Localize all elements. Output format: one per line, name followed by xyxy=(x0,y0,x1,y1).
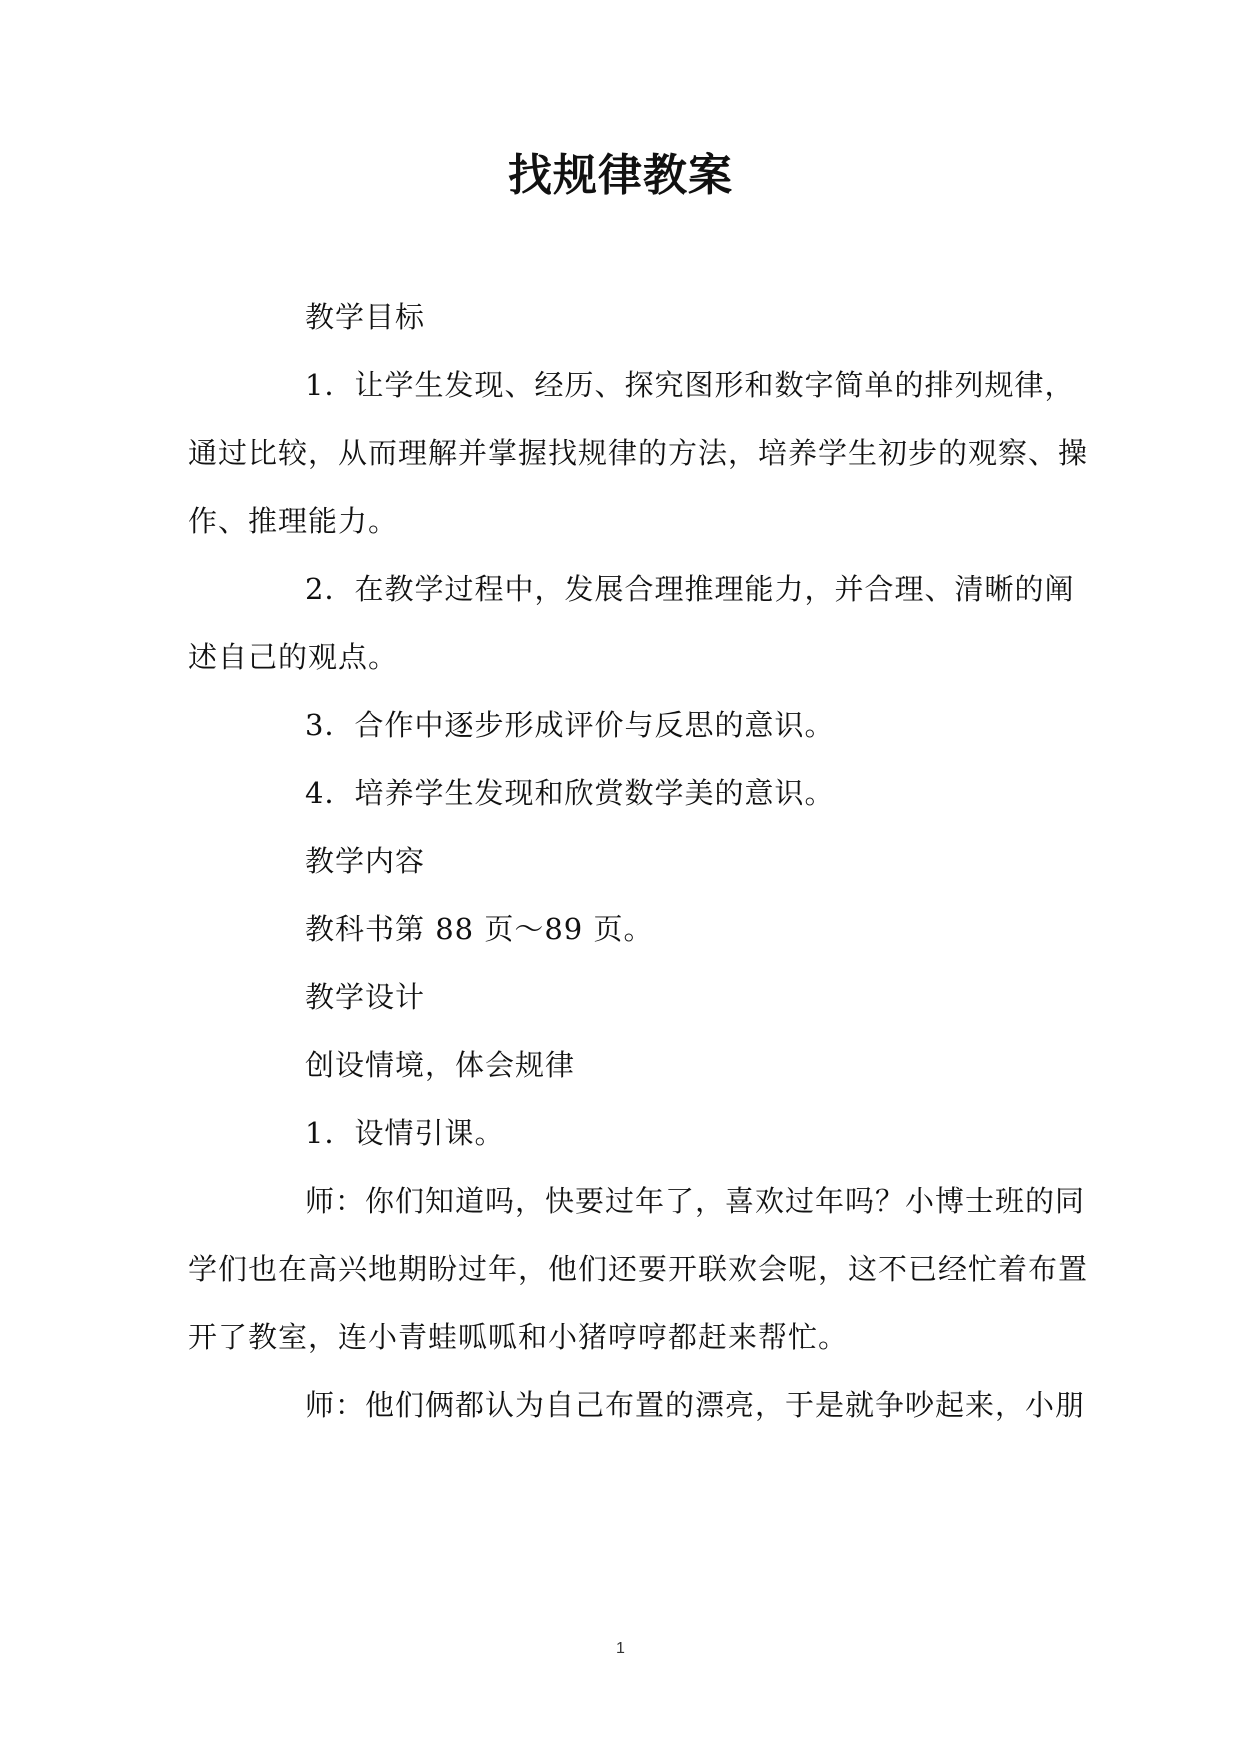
paragraph-line: 1．让学生发现、经历、探究图形和数字简单的排列规律， xyxy=(305,368,1075,402)
paragraph-line: 通过比较，从而理解并掌握找规律的方法，培养学生初步的观察、操 xyxy=(188,436,1089,470)
page-number: 1 xyxy=(616,1640,625,1657)
section-heading-design: 教学设计 xyxy=(305,980,426,1014)
paragraph-line: 教科书第 88 页～89 页。 xyxy=(305,912,654,946)
paragraph-line: 2．在教学过程中，发展合理推理能力，并合理、清晰的阐 xyxy=(305,572,1075,606)
paragraph-line: 开了教室，连小青蛙呱呱和小猪哼哼都赶来帮忙。 xyxy=(188,1320,849,1354)
paragraph-line: 师：他们俩都认为自己布置的漂亮，于是就争吵起来，小朋 xyxy=(305,1388,1086,1422)
paragraph-line: 1．设情引课。 xyxy=(305,1116,505,1150)
paragraph-line: 述自己的观点。 xyxy=(188,640,399,674)
paragraph-line: 学们也在高兴地期盼过年，他们还要开联欢会呢，这不已经忙着布置 xyxy=(188,1252,1089,1286)
paragraph-line: 师：你们知道吗，快要过年了，喜欢过年吗？小博士班的同 xyxy=(305,1184,1086,1218)
section-heading-content: 教学内容 xyxy=(305,844,426,878)
section-heading-objectives: 教学目标 xyxy=(305,300,426,334)
paragraph-line: 3．合作中逐步形成评价与反思的意识。 xyxy=(305,708,835,742)
page-title: 找规律教案 xyxy=(508,150,733,201)
paragraph-line: 4．培养学生发现和欣赏数学美的意识。 xyxy=(305,776,835,810)
subsection-heading: 创设情境，体会规律 xyxy=(305,1048,576,1082)
paragraph-line: 作、推理能力。 xyxy=(188,504,399,538)
